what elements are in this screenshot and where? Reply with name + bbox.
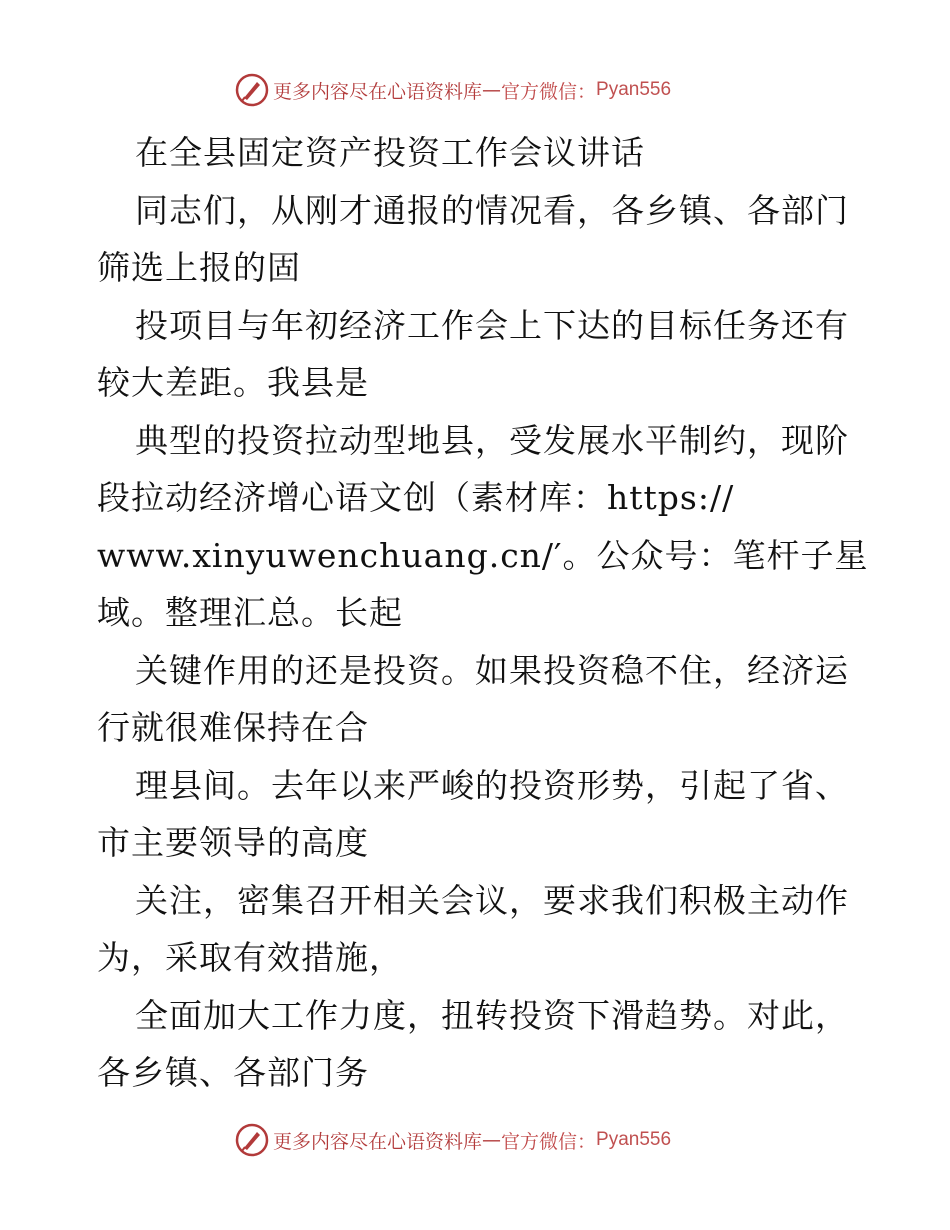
text-line: 段拉动经济增心语文创（素材库：https:// [97, 478, 735, 517]
footer-watermark-banner [235, 1122, 715, 1158]
text-line: 域。整理汇总。长起 [97, 593, 403, 632]
header-watermark-banner [235, 72, 715, 108]
text-line: 同志们，从刚才通报的情况看，各乡镇、各部门 [135, 190, 849, 230]
wechat-label: 官方微信： [501, 1130, 597, 1153]
text-line: 全面加大工作力度，扭转投资下滑趋势。对此， [135, 995, 849, 1035]
document-title: 在全县固定资产投资工作会议讲话 [135, 133, 645, 172]
promo-text: 更多内容尽在心语资料库 [273, 80, 483, 103]
wechat-id: Pyan556 [596, 79, 672, 100]
text-line: 投项目与年初经济工作会上下达的目标任务还有 [135, 305, 849, 345]
document-body [97, 124, 869, 1102]
quill-pen-logo-icon [235, 1123, 269, 1157]
text-line: www.xinyuwenchuang.cn/′。公众号：笔杆子星 [97, 535, 869, 575]
text-line: 理县间。去年以来严峻的投资形势，引起了省、 [135, 765, 849, 805]
text-line: 关键作用的还是投资。如果投资稳不住，经济运 [135, 650, 849, 690]
text-line: 行就很难保持在合 [97, 708, 369, 747]
text-line: 较大差距。我县是 [97, 363, 369, 402]
banner-separator: — [482, 1129, 502, 1151]
text-line: 为，采取有效措施， [97, 938, 403, 977]
wechat-label: 官方微信： [501, 80, 597, 103]
text-line: 关注，密集召开相关会议，要求我们积极主动作 [135, 880, 849, 920]
text-line: 各乡镇、各部门务 [97, 1053, 369, 1092]
quill-pen-logo-icon [235, 73, 269, 107]
promo-text: 更多内容尽在心语资料库 [273, 1130, 483, 1153]
wechat-id: Pyan556 [596, 1129, 672, 1150]
text-line: 市主要领导的高度 [97, 823, 369, 862]
text-line: 典型的投资拉动型地县，受发展水平制约，现阶 [135, 420, 849, 460]
text-line: 筛选上报的固 [97, 248, 301, 287]
banner-separator: — [482, 79, 502, 101]
